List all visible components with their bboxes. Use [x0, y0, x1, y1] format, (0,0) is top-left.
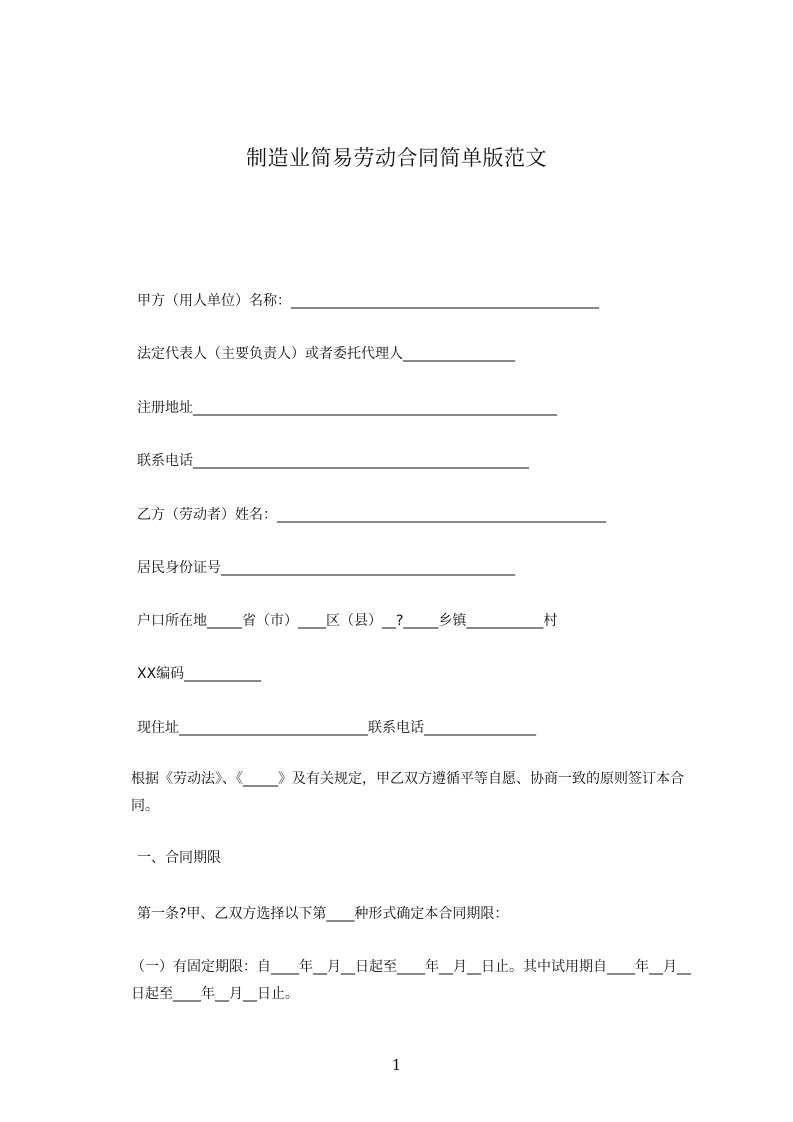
party-a-name-line: 甲方（用人单位）名称：____________________________________________ — [137, 293, 599, 309]
article-1-line: 第一条?甲、乙双方选择以下第____种形式确定本合同期限： — [137, 906, 509, 922]
document-title: 制造业简易劳动合同简单版范文 — [246, 146, 547, 170]
party-b-name-line: 乙方（劳动者）姓名：_______________________________________________ — [137, 507, 606, 523]
legal-representative-line: 法定代表人（主要负责人）或者委托代理人________________ — [137, 346, 515, 362]
registered-address-line: 注册地址____________________________________________________ — [137, 400, 557, 416]
party-a-phone-line: 联系电话________________________________________________ — [137, 453, 529, 469]
page-number: 1 — [391, 1056, 402, 1074]
postcode-line: XX编码___________ — [137, 666, 262, 682]
current-address-line: 现住址___________________________联系电话________________ — [137, 720, 536, 736]
intro-paragraph: 根据《劳动法》、《_____》及有关规定，甲乙双方遵循平等自愿、协商一致的原则签订本合同。 — [131, 771, 684, 814]
fixed-term-paragraph: （一）有固定期限：自____年__月__日起至____年__月__日止。其中试用期自____年__月__日起至____年__月__日止。 — [131, 959, 691, 1002]
id-number-line: 居民身份证号__________________________________________ — [137, 560, 515, 576]
section-1-title: 一、合同期限 — [137, 850, 221, 866]
household-registration-line: 户口所在地_____省（市）____区（县）__?_____乡镇___________村 — [137, 613, 558, 629]
